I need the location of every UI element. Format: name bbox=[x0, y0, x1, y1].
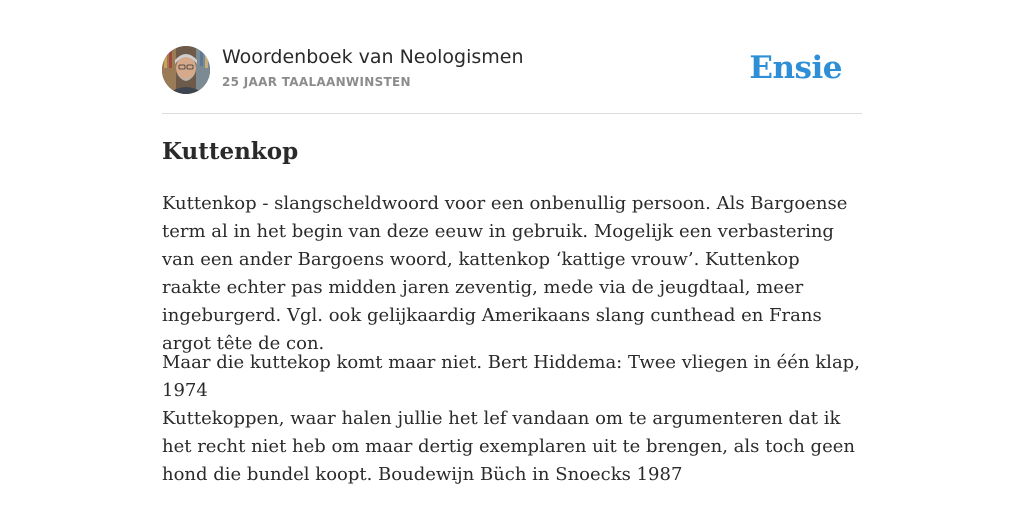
quote-paragraph: Maar die kuttekop komt maar niet. Bert Hiddema: Twee vliegen in één klap, 1974 bbox=[162, 352, 860, 401]
quote-paragraph: Kuttekoppen, waar halen jullie het lef vandaan om te argumenteren dat ik het recht niet heb om maar dertig exemplaren uit te brengen, als toch geen hond die bundel koopt. Boudewijn Büch in Snoecks 1987 bbox=[162, 408, 855, 485]
brand-title[interactable]: Woordenboek van Neologismen bbox=[222, 46, 524, 68]
header bbox=[162, 46, 862, 96]
brand-subtitle: 25 JAAR TAALAANWINSTEN bbox=[222, 75, 411, 89]
avatar[interactable] bbox=[162, 46, 210, 94]
definition-paragraph: Kuttenkop - slangscheldwoord voor een onbenullig persoon. Als Bargoense term al in het begin van deze eeuw in gebruik. Mogelijk een verbastering van een ander Bargoens woord, kattenkop ‘kattige vrouw’. Kuttenkop raakte echter pas midden jaren zeventig, mede via de jeugdtaal, meer ingeburgerd. Vgl. ook gelijkaardig Amerikaans slang cunthead en Frans argot tête de con. bbox=[162, 193, 848, 354]
header-divider bbox=[162, 113, 862, 114]
ensie-logo[interactable]: Ensie bbox=[749, 50, 842, 86]
page-title: Kuttenkop bbox=[162, 138, 299, 165]
avatar-image bbox=[162, 46, 210, 94]
